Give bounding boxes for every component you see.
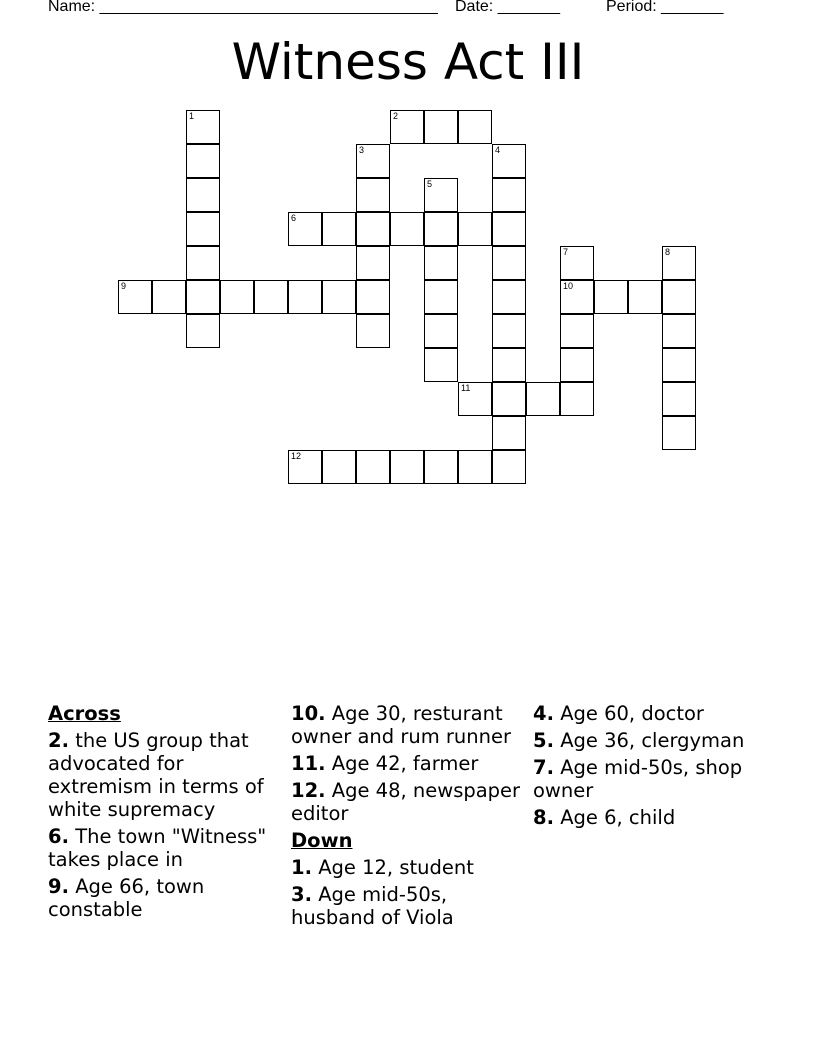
clue-text: Age 60, doctor: [560, 702, 704, 725]
cell-number: 9: [121, 281, 127, 291]
grid-cell[interactable]: [424, 212, 458, 246]
grid-cell[interactable]: [560, 348, 594, 382]
cell-number: 11: [461, 383, 471, 393]
grid-cell[interactable]: [492, 450, 526, 484]
clues-column-1: [48, 702, 284, 925]
grid-cell[interactable]: [424, 450, 458, 484]
clue-number: 12.: [291, 779, 326, 802]
grid-cell[interactable]: [390, 450, 424, 484]
grid-cell[interactable]: [186, 280, 220, 314]
grid-cell[interactable]: [322, 280, 356, 314]
clue-text: Age 42, farmer: [331, 752, 479, 775]
grid-cell[interactable]: [424, 280, 458, 314]
grid-cell[interactable]: [662, 314, 696, 348]
grid-cell[interactable]: [458, 450, 492, 484]
clue-number: 6.: [48, 825, 69, 848]
down-heading: Down: [291, 829, 353, 852]
period-field[interactable]: Period: _______: [606, 0, 724, 15]
cell-number: 8: [665, 247, 671, 257]
grid-cell[interactable]: [492, 246, 526, 280]
grid-cell[interactable]: [186, 178, 220, 212]
grid-cell[interactable]: [458, 212, 492, 246]
grid-cell[interactable]: [220, 280, 254, 314]
cell-number: 1: [189, 111, 195, 121]
grid-cell[interactable]: [492, 178, 526, 212]
grid-cell[interactable]: [118, 280, 152, 314]
across-heading: Across: [48, 702, 121, 725]
grid-cell[interactable]: [526, 382, 560, 416]
grid-cell[interactable]: [322, 212, 356, 246]
clue-number: 5.: [533, 729, 554, 752]
grid-cell[interactable]: [186, 314, 220, 348]
grid-cell[interactable]: [186, 246, 220, 280]
clue-across-9: [48, 875, 284, 921]
clue-text: Age 48, newspaper editor: [291, 779, 521, 825]
clue-text: Age mid-50s, shop owner: [533, 756, 743, 802]
grid-cell[interactable]: [492, 348, 526, 382]
clue-across-6: [48, 825, 284, 871]
grid-cell[interactable]: [288, 450, 322, 484]
clues-column-2: [291, 702, 527, 933]
clue-number: 3.: [291, 883, 312, 906]
grid-cell[interactable]: [288, 212, 322, 246]
grid-cell[interactable]: [288, 280, 322, 314]
cell-number: 7: [563, 247, 569, 257]
grid-cell[interactable]: [186, 212, 220, 246]
clue-text: Age mid-50s, husband of Viola: [291, 883, 454, 929]
clue-across-11: [291, 752, 527, 775]
grid-cell[interactable]: [560, 314, 594, 348]
grid-cell[interactable]: [356, 144, 390, 178]
grid-cell[interactable]: [152, 280, 186, 314]
grid-cell[interactable]: [356, 212, 390, 246]
clue-across-10: [291, 702, 527, 748]
clue-across-2: [48, 729, 284, 821]
grid-cell[interactable]: [628, 280, 662, 314]
grid-cell[interactable]: [322, 450, 356, 484]
clue-number: 8.: [533, 806, 554, 829]
clue-down-7: [533, 756, 769, 802]
grid-cell[interactable]: [356, 314, 390, 348]
grid-cell[interactable]: [186, 144, 220, 178]
clue-text: Age 6, child: [560, 806, 676, 829]
clue-number: 9.: [48, 875, 69, 898]
grid-cell[interactable]: [492, 314, 526, 348]
grid-cell[interactable]: [458, 110, 492, 144]
grid-cell[interactable]: [458, 382, 492, 416]
grid-cell[interactable]: [492, 212, 526, 246]
clue-number: 4.: [533, 702, 554, 725]
grid-cell[interactable]: [424, 314, 458, 348]
clue-text: Age 66, town constable: [48, 875, 205, 921]
name-field[interactable]: Name: ______________________________________: [48, 0, 438, 15]
grid-cell[interactable]: [424, 348, 458, 382]
clue-number: 1.: [291, 856, 312, 879]
clue-across-12: [291, 779, 527, 825]
cell-number: 6: [291, 213, 297, 223]
puzzle-title: Witness Act III: [231, 33, 585, 91]
grid-cell[interactable]: [662, 382, 696, 416]
clue-number: 10.: [291, 702, 326, 725]
clues-column-3: [533, 702, 769, 833]
clue-number: 2.: [48, 729, 69, 752]
grid-cell[interactable]: [492, 416, 526, 450]
cell-number: 4: [495, 145, 501, 155]
cell-number: 12: [291, 451, 302, 461]
clue-text: Age 36, clergyman: [560, 729, 745, 752]
grid-cell[interactable]: [390, 110, 424, 144]
grid-cell[interactable]: [492, 280, 526, 314]
grid-cell[interactable]: [356, 280, 390, 314]
cell-number: 5: [427, 179, 433, 189]
clue-down-8: [533, 806, 769, 829]
grid-cell[interactable]: [424, 246, 458, 280]
grid-cell[interactable]: [594, 280, 628, 314]
clue-text: The town "Witness" takes place in: [48, 825, 267, 871]
grid-cell[interactable]: [662, 348, 696, 382]
clue-down-1: [291, 856, 527, 879]
clue-down-5: [533, 729, 769, 752]
cell-number: 10: [563, 281, 574, 291]
grid-cell[interactable]: [390, 212, 424, 246]
grid-cell[interactable]: [492, 144, 526, 178]
grid-cell[interactable]: [356, 178, 390, 212]
clue-text: Age 30, resturant owner and rum runner: [291, 702, 512, 748]
grid-cell[interactable]: [662, 280, 696, 314]
clue-down-3: [291, 883, 527, 929]
cell-number: 2: [393, 111, 399, 121]
grid-cell[interactable]: [560, 246, 594, 280]
grid-cell[interactable]: [186, 110, 220, 144]
date-field[interactable]: Date: _______: [455, 0, 560, 15]
grid-cell[interactable]: [560, 382, 594, 416]
grid-cell[interactable]: [662, 416, 696, 450]
cell-number: 3: [359, 145, 365, 155]
grid-cell[interactable]: [254, 280, 288, 314]
grid-cell[interactable]: [356, 450, 390, 484]
grid-cell[interactable]: [492, 382, 526, 416]
grid-cell[interactable]: [424, 110, 458, 144]
clue-down-4: [533, 702, 769, 725]
grid-cell[interactable]: [424, 178, 458, 212]
clue-number: 11.: [291, 752, 326, 775]
grid-cell[interactable]: [356, 246, 390, 280]
grid-cell[interactable]: [662, 246, 696, 280]
grid-cell[interactable]: [560, 280, 594, 314]
clue-text: the US group that advocated for extremism in terms of white supremacy: [48, 729, 264, 821]
clue-number: 7.: [533, 756, 554, 779]
clue-text: Age 12, student: [318, 856, 474, 879]
